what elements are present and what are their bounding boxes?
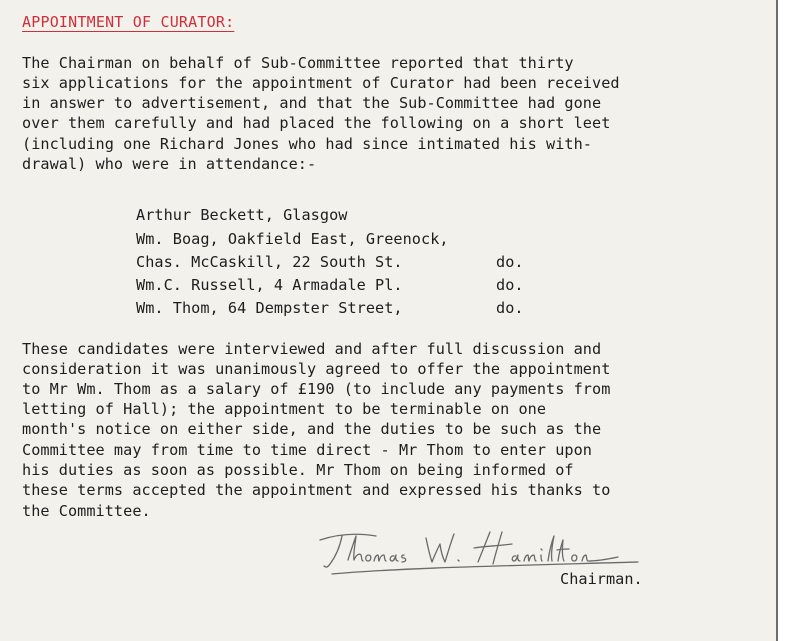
- paragraph-line: over them carefully and had placed the following on a short leet: [22, 114, 611, 132]
- paragraph-line: The Chairman on behalf of Sub-Committee reported that thirty: [22, 54, 574, 72]
- paragraph-line: month's notice on either side, and the duties to be such as the: [22, 420, 602, 438]
- ditto-mark: do.: [496, 276, 524, 294]
- paragraph-line: to Mr Wm. Thom as a salary of £190 (to include any payments from: [22, 380, 611, 398]
- paragraph-line: consideration it was unanimously agreed to offer the appointment: [22, 360, 611, 378]
- candidate-entry: Chas. McCaskill, 22 South St.: [136, 253, 403, 271]
- paragraph-line: (including one Richard Jones who had since intimated his with-: [22, 135, 593, 153]
- ditto-mark: do.: [496, 299, 524, 317]
- paragraph-line: These candidates were interviewed and after full discussion and: [22, 340, 602, 358]
- ditto-mark: do.: [496, 253, 524, 271]
- candidate-entry: Wm. Thom, 64 Dempster Street,: [136, 299, 403, 317]
- paragraph-line: the Committee.: [22, 502, 151, 520]
- candidate-entry: Wm. Boag, Oakfield East, Greenock,: [136, 230, 449, 248]
- candidate-entry: Arthur Beckett, Glasgow: [136, 206, 348, 224]
- paragraph-line: six applications for the appointment of Curator had been received: [22, 74, 620, 92]
- page-edge-rule: [776, 0, 778, 641]
- paragraph-line: Committee may from time to time direct - Mr Thom to enter upon: [22, 441, 593, 459]
- paragraph-line: letting of Hall); the appointment to be terminable on one: [22, 400, 547, 418]
- paragraph-line: drawal) who were in attendance:-: [22, 155, 317, 173]
- paragraph-line: in answer to advertisement, and that the Sub-Committee had gone: [22, 94, 602, 112]
- paragraph-line: these terms accepted the appointment and expressed his thanks to: [22, 481, 611, 499]
- paragraph-line: his duties as soon as possible. Mr Thom on being informed of: [22, 461, 574, 479]
- signatory-role: Chairman.: [560, 570, 643, 588]
- scan-margin: [776, 0, 800, 641]
- section-heading: APPOINTMENT OF CURATOR:: [22, 13, 235, 31]
- candidate-entry: Wm.C. Russell, 4 Armadale Pl.: [136, 276, 403, 294]
